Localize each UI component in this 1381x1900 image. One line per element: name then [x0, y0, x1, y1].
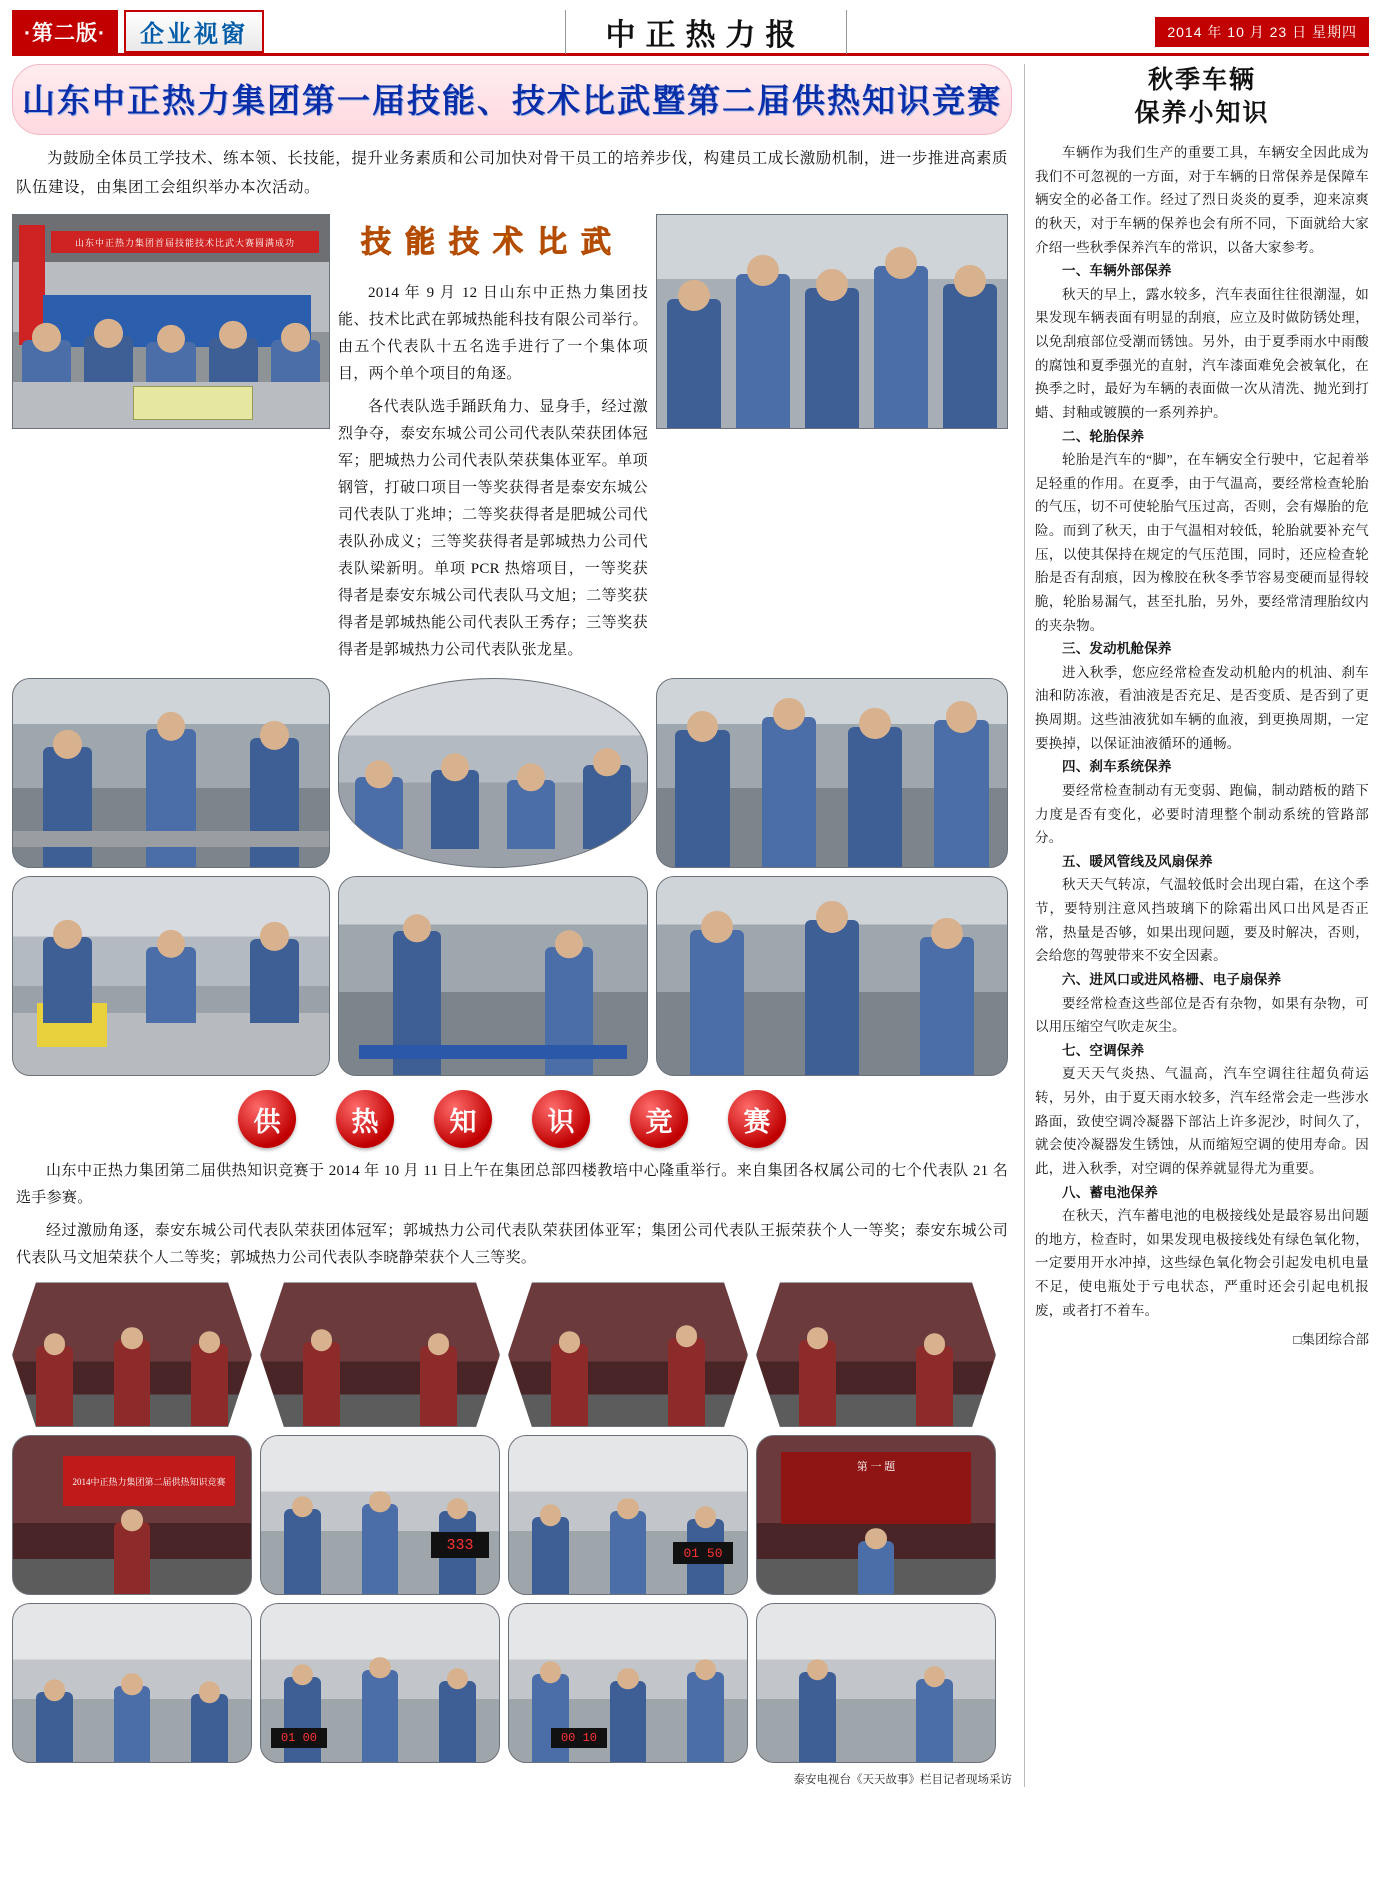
photo-award-2	[260, 1282, 500, 1427]
stage-banner-text: 2014中正热力集团第二届供热知识竞赛	[63, 1456, 235, 1506]
photo-pipe-measure	[12, 678, 330, 868]
sec1-char-3: 术	[493, 226, 537, 260]
photo-scoring-sheet	[656, 678, 1008, 868]
sidebar-heading-7: 七、空调保养	[1062, 1042, 1145, 1058]
question-screen-text: 第 一 题	[781, 1452, 971, 1524]
photo-audience-1	[12, 1603, 252, 1763]
sidebar-heading-5: 五、暖风管线及风扇保养	[1062, 853, 1213, 869]
sidebar-title	[1035, 64, 1369, 135]
contest-photo-row-1	[12, 1435, 1012, 1595]
skill-photo-row-1	[12, 678, 1012, 868]
sidebar-body	[1035, 141, 1369, 1322]
sidebar-heading-4: 四、刹车系统保养	[1062, 759, 1172, 775]
lede-paragraph: 为鼓励全体员工学技术、练本领、长技能，提升业务素质和公司加快对骨干员工的培养步伐，构建员工成长激励机制，进一步推进高素质队伍建设，由集团工会组织举办本次活动。	[16, 150, 1008, 196]
photo-pipe-bending	[338, 876, 648, 1076]
knowledge-article-text	[16, 1158, 1008, 1272]
photo-award-1	[12, 1282, 252, 1427]
sidebar-text-6: 要经常检查这些部位是否有杂物，如果有杂物，可以用压缩空气吹走灰尘。	[1035, 995, 1369, 1035]
sidebar-text-1: 秋天的早上，露水较多，汽车表面往往很潮湿，如果发现车辆表面有明显的刮痕，应立及时做防锈处理，以免刮痕部位受潮而锈蚀。另外，由于夏季雨水中雨酸的腐蚀和夏季强光的直射，汽车漆面难免会被氧化，在换季之时，最好为车辆的表面做一次从清洗、抛光到打蜡、封釉或镀膜的一系列养护。	[1035, 286, 1369, 420]
photo-equipment-test	[12, 876, 330, 1076]
timer-display-2: 01 50	[673, 1542, 733, 1564]
masthead	[12, 10, 1369, 56]
photo-stage-banner	[12, 1435, 252, 1595]
photo-judges-table	[260, 1435, 500, 1595]
skill-para-2: 各代表队选手踊跃角力、显身手，经过激烈争夺，泰安东城公司公司代表队荣获团体冠军；肥城热力公司代表队荣获集体亚军。单项钢管，打破口项目一等奖获得者是泰安东城公司代表队丁兆坤；二等奖获得者是肥城公司代表队孙成义；三等奖获得者是郭城热力公司代表队梁新明。单项 PCR 热熔项目，一等奖获得者是泰安东城公司代表队马文旭；二等奖获得者是郭城热能公司代表队王秀存；三等奖获得者是郭城热力公司代表队张龙星。	[338, 399, 648, 659]
photo-team-answering	[260, 1603, 500, 1763]
sec2-char-4: 竞	[630, 1090, 688, 1148]
sec1-char-5: 武	[581, 226, 625, 260]
page-body	[12, 64, 1369, 1787]
sidebar-text-8: 在秋天，汽车蓄电池的电极接线处是最容易出问题的地方，检查时，如果发现电极接线处有绿色氧化物，一定要用开水冲掉，这些绿色氧化物会引起发电机电量不足，使电瓶处于亏电状态，严重时还会引起电机报废，或者打不着车。	[1035, 1208, 1369, 1318]
venue-banner-text: 山东中正热力集团首届技能技术比武大赛圆满成功	[51, 231, 319, 253]
sidebar-title-line1: 秋季车辆	[1147, 66, 1256, 94]
sidebar-signature: □集团综合部	[1293, 1332, 1369, 1348]
knowledge-para-1: 山东中正热力集团第二届供热知识竞赛于 2014 年 10 月 11 日上午在集团总部四楼教培中心隆重举行。来自集团各权属公司的七个代表队 21 名选手参赛。	[16, 1163, 1008, 1207]
masthead-center	[342, 10, 1069, 53]
sec2-char-1: 热	[336, 1090, 394, 1148]
photo-team-buzzer	[508, 1603, 748, 1763]
photo-competition-venue	[12, 214, 330, 429]
sec2-char-2: 知	[434, 1090, 492, 1148]
skill-section-top	[12, 214, 1012, 670]
photo-welding-demo	[656, 876, 1008, 1076]
sidebar-text-7: 夏天天气炎热、气温高，汽车空调往往超负荷运转，另外，由于夏天雨水较多，汽车经常会走一些涉水路面，致使空调冷凝器下部沾上许多泥沙，时间久了，就会使冷凝器发生锈蚀，从而缩短空调的使用寿命。因此，进入秋季，对空调的保养就显得尤为重要。	[1035, 1066, 1369, 1176]
photo-workshop-overview	[338, 678, 648, 868]
timer-display-1: 333	[431, 1532, 489, 1558]
sec1-char-4: 比	[537, 226, 581, 260]
masthead-left	[12, 10, 342, 53]
sidebar-heading-1: 一、车辆外部保养	[1062, 263, 1172, 279]
sidebar-heading-6: 六、进风口或进风格栅、电子扇保养	[1062, 971, 1282, 987]
paper-name: 中正热力报	[565, 10, 847, 54]
photo-credit: 泰安电视台《天天故事》栏目记者现场采访	[793, 1774, 1012, 1787]
sidebar-heading-3: 三、发动机舱保养	[1062, 641, 1172, 657]
sidebar-text-5: 秋天天气转凉，气温较低时会出现白霜，在这个季节，要特别注意风挡玻璃下的除霜出风口出风是否正常，热量是否够，如果出现问题，要及时解决，否则，会给您的驾驶带来不安全因素。	[1035, 877, 1369, 964]
main-column	[12, 64, 1012, 1787]
photo-contestants-desk	[508, 1435, 748, 1595]
headline-band	[12, 64, 1012, 135]
sec1-char-2: 技	[449, 226, 493, 260]
masthead-right	[1069, 10, 1369, 53]
sec2-char-3: 识	[532, 1090, 590, 1148]
column-title: 企业视窗	[124, 10, 264, 53]
sidebar-text-3: 进入秋季，您应经常检查发动机舱内的机油、刹车油和防冻液，看油液是否充足、是否变质、是否到了更换周期。这些油液犹如车辆的血液，到更换周期，一定要换掉，以保证油液循环的通畅。	[1035, 664, 1369, 751]
sidebar-article	[1024, 64, 1369, 1787]
sec1-char-0: 技	[361, 226, 405, 260]
sidebar-title-line2: 保养小知识	[1134, 98, 1270, 127]
issue-date: 2014 年 10 月 23 日 星期四	[1155, 17, 1369, 47]
knowledge-para-2: 经过激励角逐，泰安东城公司代表队荣获团体冠军；郭城热力公司代表队荣获团体亚军；集团公司代表队王振荣获个人一等奖；泰安东城公司代表队马文旭荣获个人二等奖；郭城热力公司代表队李晓静荣获个人三等奖。	[16, 1223, 1008, 1267]
sidebar-heading-2: 二、轮胎保养	[1062, 428, 1145, 444]
timer-display-3: 01 00	[271, 1728, 327, 1748]
section-title-knowledge	[12, 1090, 1012, 1148]
skill-article-text	[338, 214, 648, 670]
edition-badge: ·第二版·	[12, 10, 118, 53]
page-title: 山东中正热力集团第一届技能、技术比武暨第二届供热知识竞赛	[22, 82, 1002, 119]
sidebar-heading-8: 八、蓄电池保养	[1062, 1184, 1158, 1200]
sidebar-text-2: 轮胎是汽车的“脚”，在车辆安全行驶中，它起着举足轻重的作用。在夏季，由于气温高，要经常检查轮胎的气压，切不可使轮胎气压过高，否则，会有爆胎的危险。而到了秋天，由于气温相对较低，轮胎就要补充气压，以使其保持在规定的气压范围，同时，还应检查轮胎是否有刮痕，因为橡胶在秋冬季节容易变硬而显得较脆，轮胎易漏气，甚至扎胎，另外，要经常清理胎纹内的夹杂物。	[1035, 452, 1369, 633]
photo-judging-scene	[656, 214, 1008, 429]
skill-para-1: 2014 年 9 月 12 日山东中正热力集团技能、技术比武在郭城热能科技有限公司举行。由五个代表队十五名选手进行了一个集体项目，两个单个项目的角逐。	[338, 285, 648, 383]
photo-tv-interview	[756, 1603, 996, 1763]
contest-photo-row-2	[12, 1603, 1012, 1763]
skill-photo-row-2	[12, 876, 1012, 1076]
photo-award-3	[508, 1282, 748, 1427]
sidebar-text-4: 要经常检查制动有无变弱、跑偏，制动踏板的踏下力度是否有变化，必要时清理整个制动系统的管路部分。	[1035, 782, 1369, 846]
sec1-char-1: 能	[405, 226, 449, 260]
photo-question-screen	[756, 1435, 996, 1595]
timer-display-4: 00 10	[551, 1728, 607, 1748]
section-title-skill	[338, 216, 648, 270]
sec2-char-5: 赛	[728, 1090, 786, 1148]
photo-award-4	[756, 1282, 996, 1427]
sidebar-intro: 车辆作为我们生产的重要工具，车辆安全因此成为我们不可忽视的一方面，对于车辆的日常保养是保障车辆安全的必备工作。经过了烈日炎炎的夏季，迎来凉爽的秋天，对于车辆的保养也会有所不同，下面就给大家介绍一些秋季保养汽车的常识，以备大家参考。	[1035, 145, 1369, 255]
award-photo-row	[12, 1282, 1012, 1427]
sec2-char-0: 供	[238, 1090, 296, 1148]
